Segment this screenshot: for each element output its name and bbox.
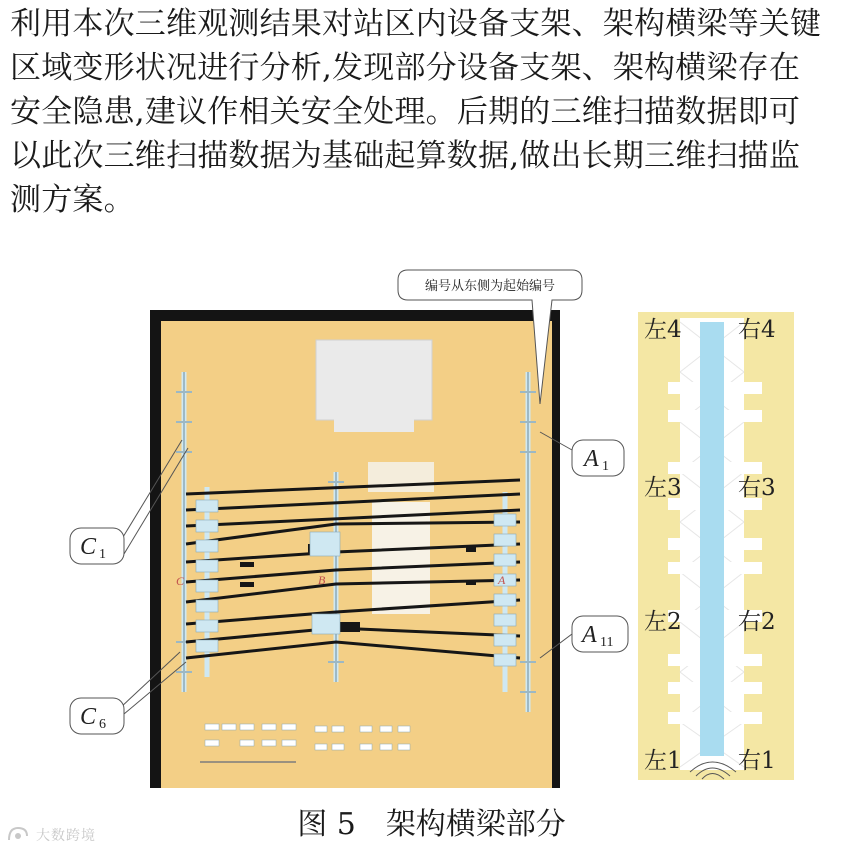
beam-elevation (638, 312, 794, 780)
svg-text:C: C (80, 534, 97, 560)
site-plan (70, 270, 628, 788)
svg-text:1: 1 (602, 459, 609, 474)
label-right2: 右2 (738, 609, 776, 635)
watermark-text: 大数跨境 (36, 828, 96, 844)
building-annex (334, 412, 414, 432)
callout-text: 编号从东侧为起始编号 (424, 279, 556, 294)
label-a1 (572, 440, 624, 476)
label-c6 (70, 698, 124, 734)
central-pad (372, 502, 430, 614)
figure-5 (0, 262, 863, 807)
watermark-logo-icon (6, 824, 30, 844)
marker-b: B (318, 573, 326, 587)
paragraph-line-1: 利用本次三维观测结果对站区内设备支架、架构横梁等关键 (10, 6, 822, 42)
svg-text:11: 11 (600, 635, 614, 650)
label-left2: 左2 (644, 609, 682, 635)
building-block (316, 340, 432, 420)
label-right3: 右3 (738, 475, 776, 501)
svg-text:6: 6 (99, 717, 106, 732)
paragraph-line-2: 区域变形状况进行分析,发现部分设备支架、架构横梁存在 (10, 50, 801, 86)
marker-a: A (498, 573, 506, 587)
label-a11 (572, 616, 628, 652)
beam-core (700, 322, 724, 756)
label-left1: 左1 (644, 748, 682, 774)
label-right1: 右1 (738, 748, 776, 774)
paragraph-line-3: 安全隐患,建议作相关安全处理。后期的三维扫描数据即可 (10, 94, 801, 130)
label-right4: 右4 (738, 317, 776, 343)
svg-text:A: A (584, 446, 599, 472)
body-paragraph (10, 2, 855, 222)
svg-text:1: 1 (99, 547, 106, 562)
svg-text:C: C (80, 704, 97, 730)
figure-caption (0, 805, 863, 845)
central-pad-top (368, 462, 434, 492)
figure-drawing (0, 262, 863, 807)
marker-c: C (176, 574, 185, 588)
svg-text:A: A (582, 622, 597, 648)
paragraph-line-4: 以此次三维扫描数据为基础起算数据,做出长期三维扫描监 (10, 138, 801, 174)
figure-number: 图 5 (297, 807, 356, 842)
label-c1 (70, 528, 124, 564)
watermark (6, 822, 126, 848)
label-left4: 左4 (644, 317, 682, 343)
paragraph-line-5: 测方案。 (10, 182, 135, 218)
label-left3: 左3 (644, 475, 682, 501)
figure-title: 架构横梁部分 (385, 807, 566, 842)
